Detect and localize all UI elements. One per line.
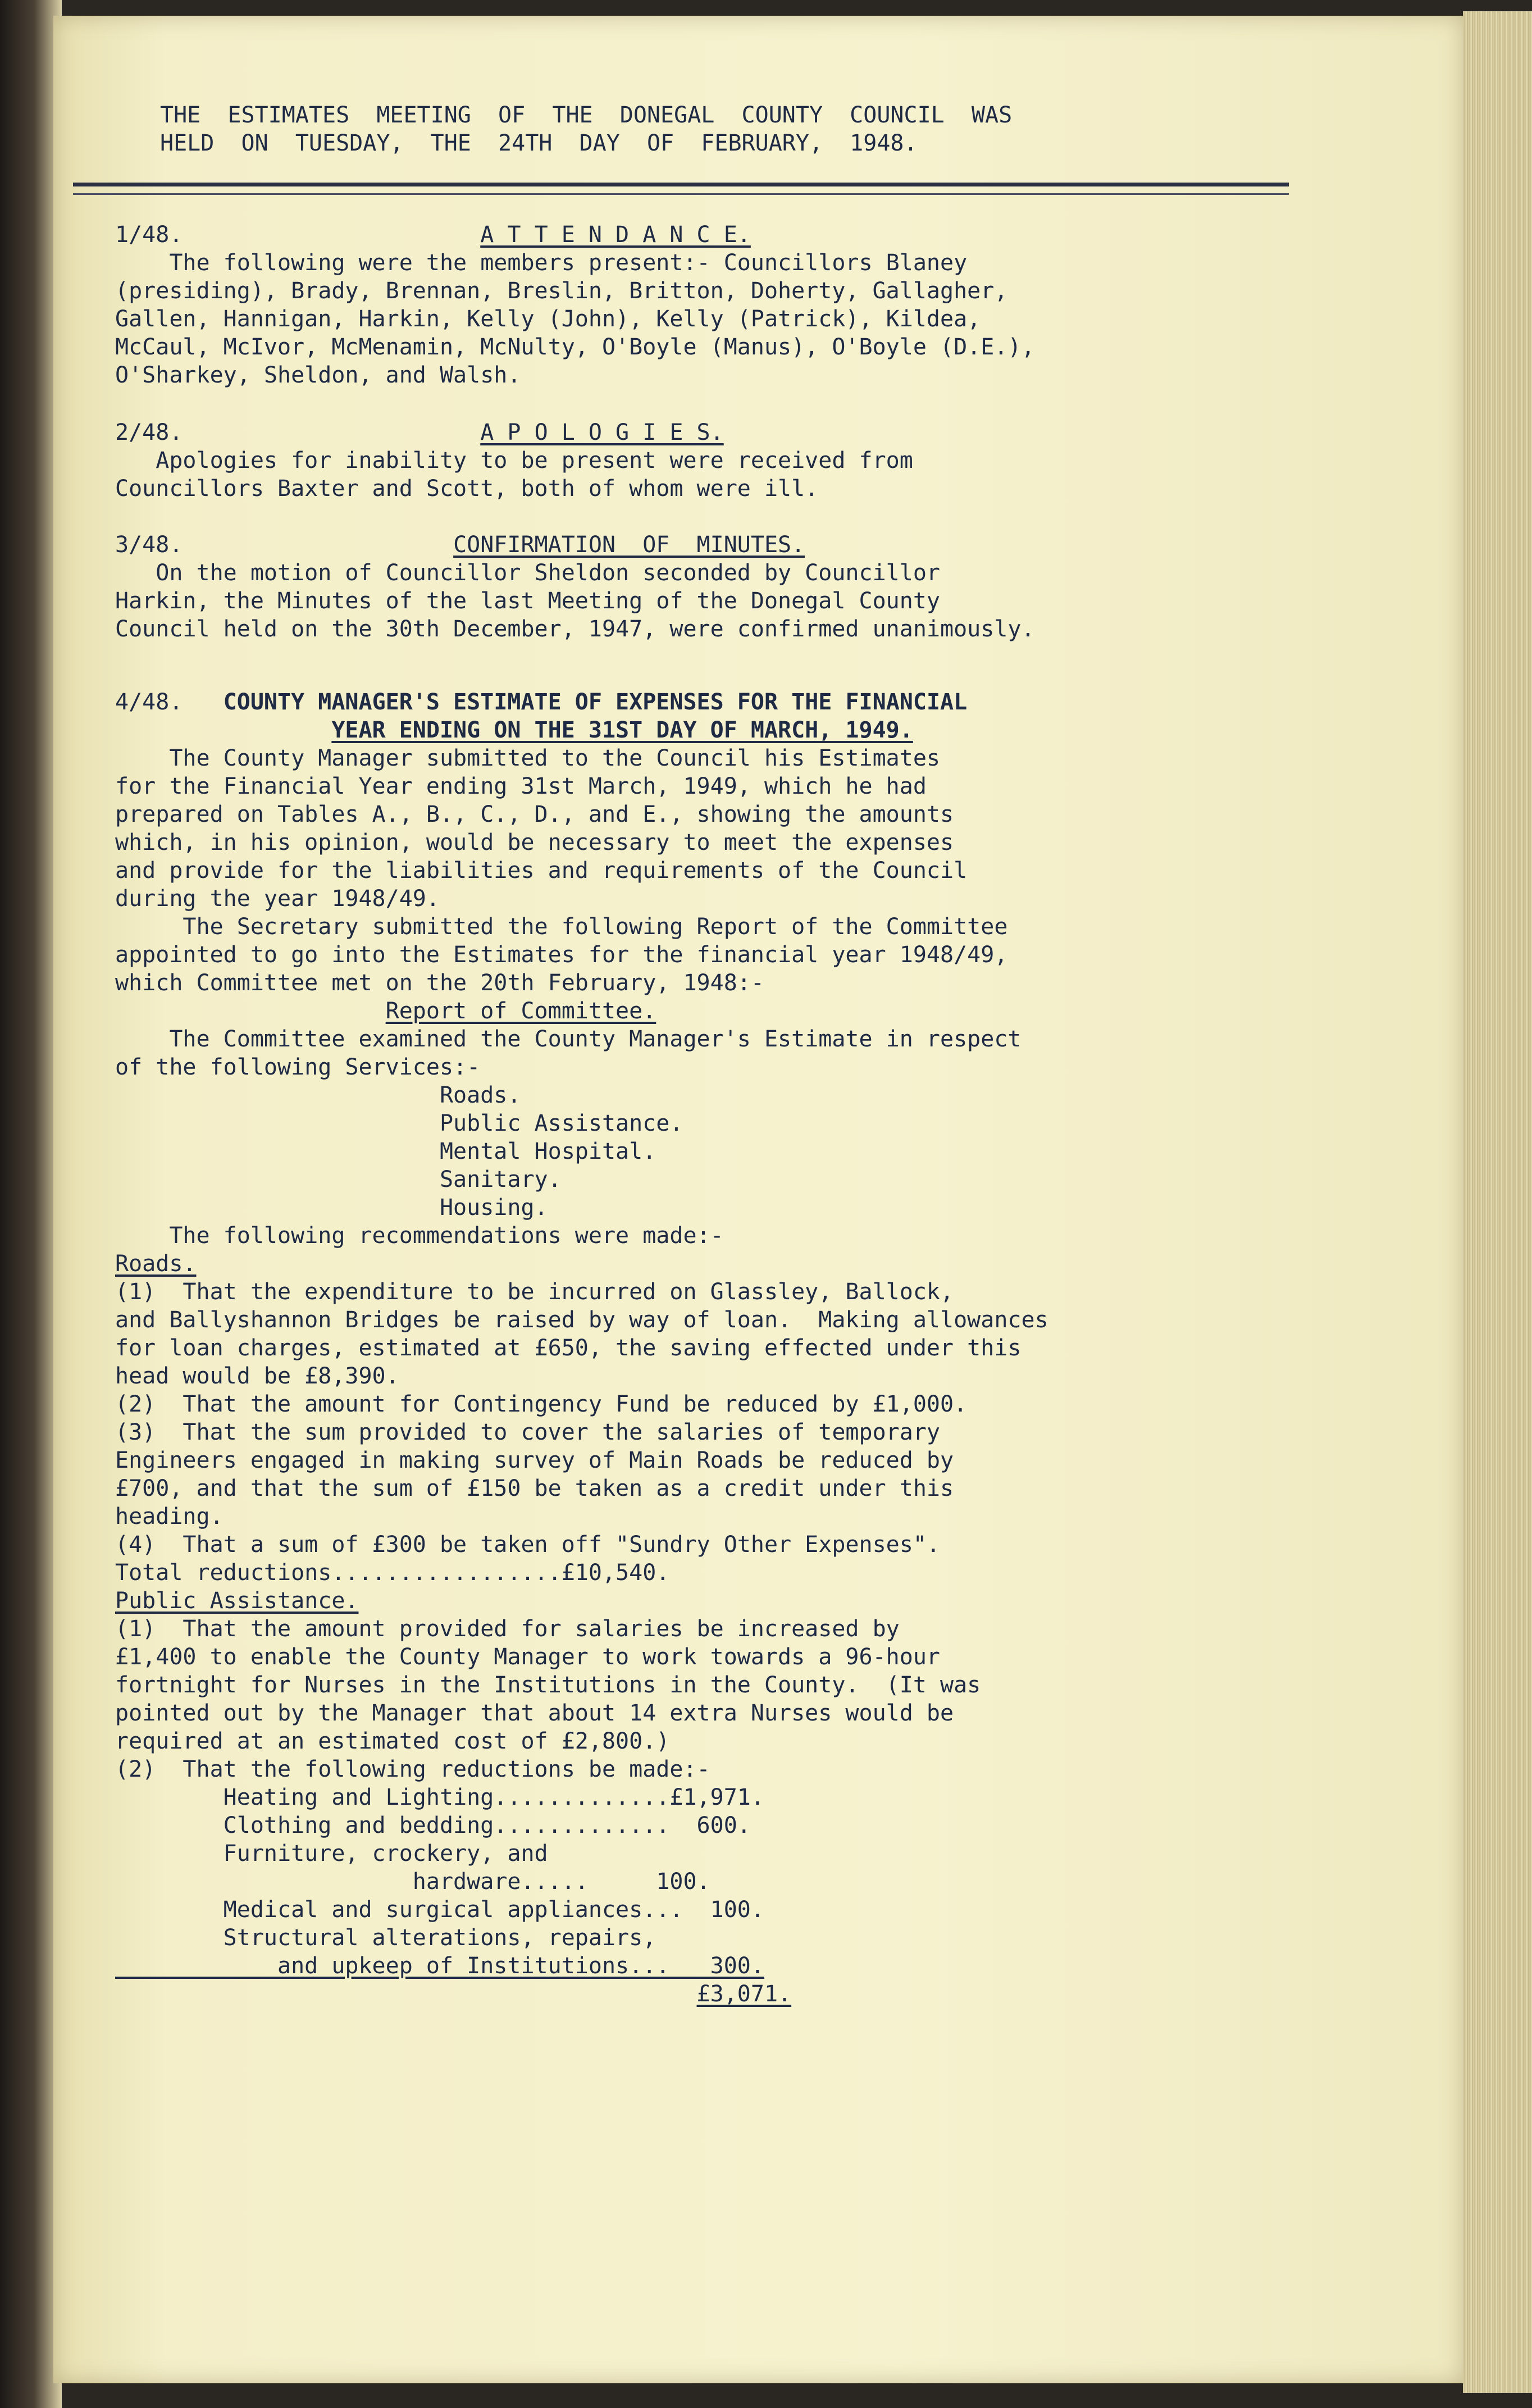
estimates-line: appointed to go into the Estimates for the financial year 1948/49,: [115, 942, 1008, 968]
section-apologies: [115, 418, 1294, 503]
section-number: 1/48.: [115, 222, 183, 248]
section-attendance: [115, 221, 1294, 389]
book-binding: [0, 0, 62, 2408]
roads-line: (3) That the sum provided to cover the salaries of temporary: [115, 1419, 941, 1445]
section-number: 2/48.: [115, 420, 183, 445]
reduction-item: and upkeep of Institutions... 300.: [115, 1953, 764, 1979]
roads-line: £700, and that the sum of £150 be taken as a credit under this: [115, 1476, 954, 1501]
report-line: The Committee examined the County Manager's Estimate in respect: [115, 1026, 1022, 1052]
estimates-line: which Committee met on the 20th February, 1948:-: [115, 970, 764, 996]
reduction-item: Clothing and bedding............. 600.: [115, 1813, 751, 1838]
section-heading-line-1: COUNTY MANAGER'S ESTIMATE OF EXPENSES FOR THE FINANCIAL: [223, 689, 968, 715]
roads-line: for loan charges, estimated at £650, the saving effected under this: [115, 1335, 1022, 1361]
section-minutes: [115, 531, 1294, 643]
section-heading: A P O L O G I E S.: [480, 420, 724, 445]
attendance-line: McCaul, McIvor, McMenamin, McNulty, O'Boyle (Manus), O'Boyle (D.E.),: [115, 334, 1035, 360]
roads-line: (1) That the expenditure to be incurred on Glassley, Ballock,: [115, 1279, 954, 1305]
pa-line: fortnight for Nurses in the Institutions in the County. (It was: [115, 1672, 981, 1698]
service-item: Roads.: [115, 1082, 521, 1108]
reductions-total: £3,071.: [696, 1981, 792, 2007]
report-heading: Report of Committee.: [385, 998, 656, 1024]
attendance-line: O'Sharkey, Sheldon, and Walsh.: [115, 362, 521, 388]
section-heading: A T T E N D A N C E.: [480, 222, 751, 248]
pa-line: (2) That the following reductions be made:-: [115, 1756, 710, 1782]
section-number: 4/48.: [115, 689, 183, 715]
header-rule: [73, 183, 1289, 195]
roads-line: heading.: [115, 1504, 224, 1530]
public-assistance-heading: Public Assistance.: [115, 1588, 359, 1614]
page-edges: [1463, 11, 1532, 2393]
attendance-line: Gallen, Hannigan, Harkin, Kelly (John), Kelly (Patrick), Kildea,: [115, 306, 981, 332]
section-heading-line-2: YEAR ENDING ON THE 31ST DAY OF MARCH, 1949.: [331, 717, 913, 743]
minutes-line: On the motion of Councillor Sheldon seconded by Councillor: [115, 560, 941, 586]
pa-line: pointed out by the Manager that about 14 extra Nurses would be: [115, 1700, 954, 1726]
roads-line: (2) That the amount for Contingency Fund be reduced by £1,000.: [115, 1391, 968, 1417]
report-line: The following recommendations were made:-: [115, 1223, 724, 1249]
report-line: of the following Services:-: [115, 1054, 481, 1080]
estimates-line: during the year 1948/49.: [115, 886, 440, 912]
minutes-line: Harkin, the Minutes of the last Meeting of the Donegal County: [115, 588, 941, 614]
attendance-line: The following were the members present:- Councillors Blaney: [115, 250, 968, 276]
roads-line: head would be £8,390.: [115, 1363, 399, 1389]
reduction-item: Furniture, crockery, and: [115, 1841, 548, 1867]
estimates-line: The County Manager submitted to the Council his Estimates: [115, 745, 941, 771]
estimates-line: prepared on Tables A., B., C., D., and E., showing the amounts: [115, 802, 954, 827]
minutes-line: Council held on the 30th December, 1947, were confirmed unanimously.: [115, 616, 1035, 642]
reduction-item: Medical and surgical appliances... 100.: [115, 1897, 764, 1923]
reduction-item: hardware..... 100.: [115, 1869, 710, 1895]
header-line-2: HELD ON TUESDAY, THE 24TH DAY OF FEBRUARY, 1948.: [160, 130, 918, 156]
service-item: Public Assistance.: [115, 1110, 683, 1136]
section-number: 3/48.: [115, 532, 183, 558]
roads-heading: Roads.: [115, 1251, 197, 1277]
roads-line: Engineers engaged in making survey of Main Roads be reduced by: [115, 1447, 954, 1473]
roads-line: (4) That a sum of £300 be taken off "Sundry Other Expenses".: [115, 1532, 941, 1558]
reduction-item: Heating and Lighting.............£1,971.: [115, 1785, 764, 1810]
estimates-line: and provide for the liabilities and requirements of the Council: [115, 858, 968, 884]
service-item: Mental Hospital.: [115, 1139, 656, 1164]
attendance-line: (presiding), Brady, Brennan, Breslin, Britton, Doherty, Gallagher,: [115, 278, 1008, 304]
pa-line: £1,400 to enable the County Manager to work towards a 96-hour: [115, 1644, 941, 1670]
reduction-item: Structural alterations, repairs,: [115, 1925, 656, 1951]
service-item: Housing.: [115, 1195, 548, 1221]
section-heading: CONFIRMATION OF MINUTES.: [453, 532, 805, 558]
roads-line: and Ballyshannon Bridges be raised by way of loan. Making allowances: [115, 1307, 1048, 1333]
pa-line: (1) That the amount provided for salaries be increased by: [115, 1616, 900, 1642]
estimates-line: The Secretary submitted the following Report of the Committee: [115, 914, 1008, 940]
service-item: Sanitary.: [115, 1167, 562, 1192]
meeting-header: [160, 101, 1339, 157]
header-line-1: THE ESTIMATES MEETING OF THE DONEGAL COUNTY COUNCIL WAS: [160, 102, 1013, 128]
section-estimates: [115, 688, 1294, 2008]
estimates-line: for the Financial Year ending 31st March, 1949, which he had: [115, 773, 927, 799]
estimates-line: which, in his opinion, would be necessary to meet the expenses: [115, 830, 954, 855]
apologies-line: Apologies for inability to be present were received from: [115, 448, 913, 474]
pa-line: required at an estimated cost of £2,800.): [115, 1728, 670, 1754]
apologies-line: Councillors Baxter and Scott, both of whom were ill.: [115, 476, 819, 502]
roads-total: Total reductions.................£10,540.: [115, 1560, 670, 1586]
